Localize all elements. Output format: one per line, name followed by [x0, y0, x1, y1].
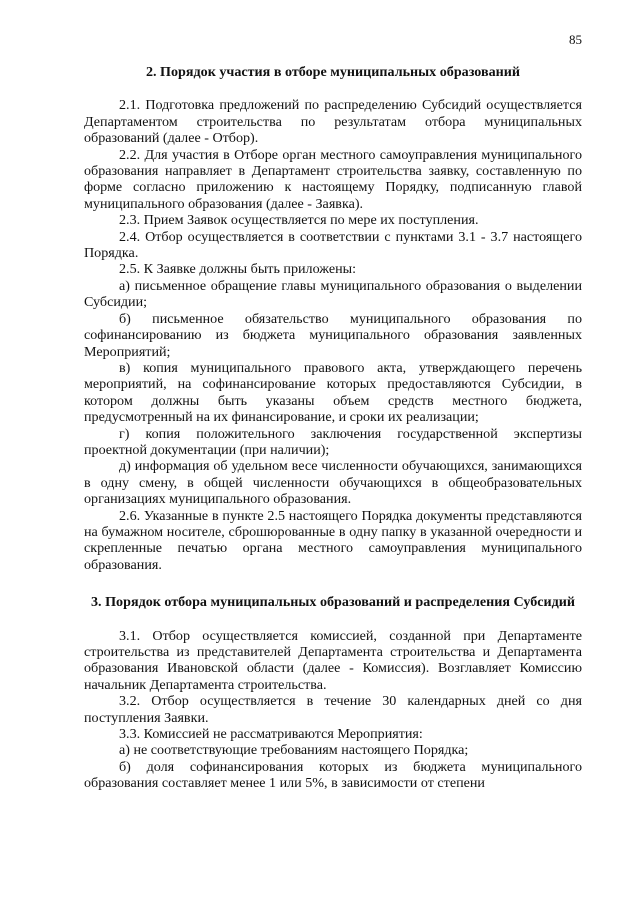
paragraph-2-5-v: в) копия муниципального правового акта, утверждающего перечень мероприятий, на софинансирование которых предоставляются Субсидии, в котором должны быть указаны объем средств местного бюджета, предусмотренный на их финансирование, и сроки их реализации; [84, 359, 582, 426]
paragraph-2-5-a: а) письменное обращение главы муниципального образования о выделении Субсидии; [84, 277, 582, 311]
section-2-body [84, 97, 582, 573]
paragraph-3-3-a: а) не соответствующие требованиям настоящего Порядка; [119, 742, 469, 759]
paragraph-3-3: 3.3. Комиссией не рассматриваются Мероприятия: [119, 726, 423, 743]
paragraph-2-5-b: б) письменное обязательство муниципального образования по софинансированию из бюджета муниципального образования заявленных Мероприятий; [84, 310, 582, 360]
page-number: 85 [569, 32, 582, 47]
paragraph-2-6: 2.6. Указанные в пункте 2.5 настоящего Порядка документы представляются на бумажном носителе, сброшюрованные в одну папку в указанной очередности и скрепленные печатью органа местного самоуправления муниципального образования. [84, 507, 582, 573]
section-2-title: 2. Порядок участия в отборе муниципальных образований [145, 64, 521, 80]
paragraph-3-2: 3.2. Отбор осуществляется в течение 30 календарных дней со дня поступления Заявки. [84, 693, 582, 726]
paragraph-2-2: 2.2. Для участия в Отборе орган местного самоуправления муниципального образования направляет в Департамент строительства заявку, составленную по форме согласно приложению к настоящему Порядку, подписанную главой муниципального образования (далее - Заявка). [84, 146, 582, 212]
paragraph-2-5: 2.5. К Заявке должны быть приложены: [119, 261, 356, 278]
paragraph-3-1: 3.1. Отбор осуществляется комиссией, созданной при Департаменте строительства из представителей Департамента строительства и Департамента образования Ивановской области (далее - Комиссия). Возглавляет Комиссию начальник Департамента строительства. [84, 627, 582, 693]
paragraph-2-5-d: д) информация об удельном весе численности обучающихся, занимающихся в одну смену, в общей численности обучающихся в общеобразовательных организациях муниципального образования. [84, 458, 582, 508]
paragraph-3-3-b: б) доля софинансирования которых из бюджета муниципального образования составляет менее 1 или 5%, в зависимости от степени [84, 758, 582, 792]
paragraph-2-3: 2.3. Прием Заявок осуществляется по мере их поступления. [119, 212, 479, 229]
paragraph-2-1: 2.1. Подготовка предложений по распределению Субсидий осуществляется Департаментом строительства по результатам отбора муниципальных образований (далее - Отбор). [84, 97, 582, 147]
section-3-title: 3. Порядок отбора муниципальных образований и распределения Субсидий [91, 594, 575, 611]
section-3-body [84, 628, 582, 792]
paragraph-2-4: 2.4. Отбор осуществляется в соответствии с пунктами 3.1 - 3.7 настоящего Порядка. [84, 228, 582, 262]
paragraph-2-5-g: г) копия положительного заключения государственной экспертизы проектной документации (при наличии); [84, 425, 582, 458]
